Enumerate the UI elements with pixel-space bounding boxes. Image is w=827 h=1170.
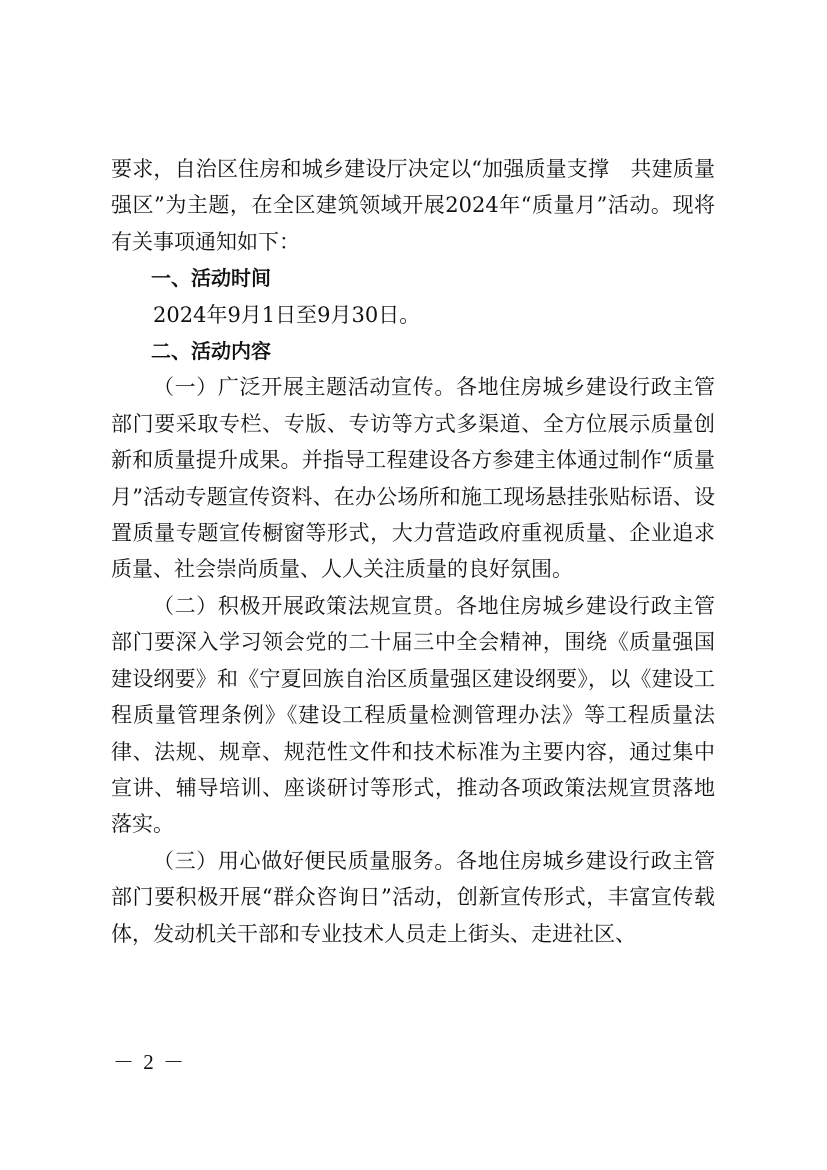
content-item-1-paragraph: （一）广泛开展主题活动宣传。各地住房城乡建设行政主管部门要采取专栏、专版、专访等方式多渠道、全方位展示质量创新和质量提升成果。并指导工程建设各方参建主体通过制作“质量月”活动专题宣传资料、在办公场所和施工现场悬挂张贴标语、设置质量专题宣传橱窗等形式，大力营造政府重视质量、企业追求质量、社会崇尚质量、人人关注质量的良好氛围。 — [111, 375, 715, 582]
section-heading-activity-time: 一、活动时间 — [151, 266, 271, 291]
page-number: － 2 － — [113, 1050, 186, 1074]
content-item-3-paragraph: （三）用心做好便民质量服务。各地住房城乡建设行政主管部门要积极开展“群众咨询日”活动，创新宣传形式，丰富宣传载体，发动机关干部和专业技术人员走上街头、走进社区、 — [111, 848, 715, 946]
document-body — [111, 151, 715, 952]
section-heading-activity-content: 二、活动内容 — [151, 339, 271, 364]
intro-paragraph: 要求，自治区住房和城乡建设厅决定以“加强质量支撑 共建质量强区”为主题，在全区建筑领域开展2024年“质量月”活动。现将有关事项通知如下： — [111, 157, 715, 254]
activity-time-paragraph: 2024年9月1日至9月30日。 — [153, 302, 421, 327]
content-item-2-paragraph: （二）积极开展政策法规宣贯。各地住房城乡建设行政主管部门要深入学习领会党的二十届三中全会精神，围绕《质量强国建设纲要》和《宁夏回族自治区质量强区建设纲要》，以《建设工程质量管理条例》《建设工程质量检测管理办法》等工程质量法律、法规、规章、规范性文件和技术标准为主要内容，通过集中宣讲、辅导培训、座谈研讨等形式，推动各项政策法规宣贯落地落实。 — [111, 593, 715, 837]
